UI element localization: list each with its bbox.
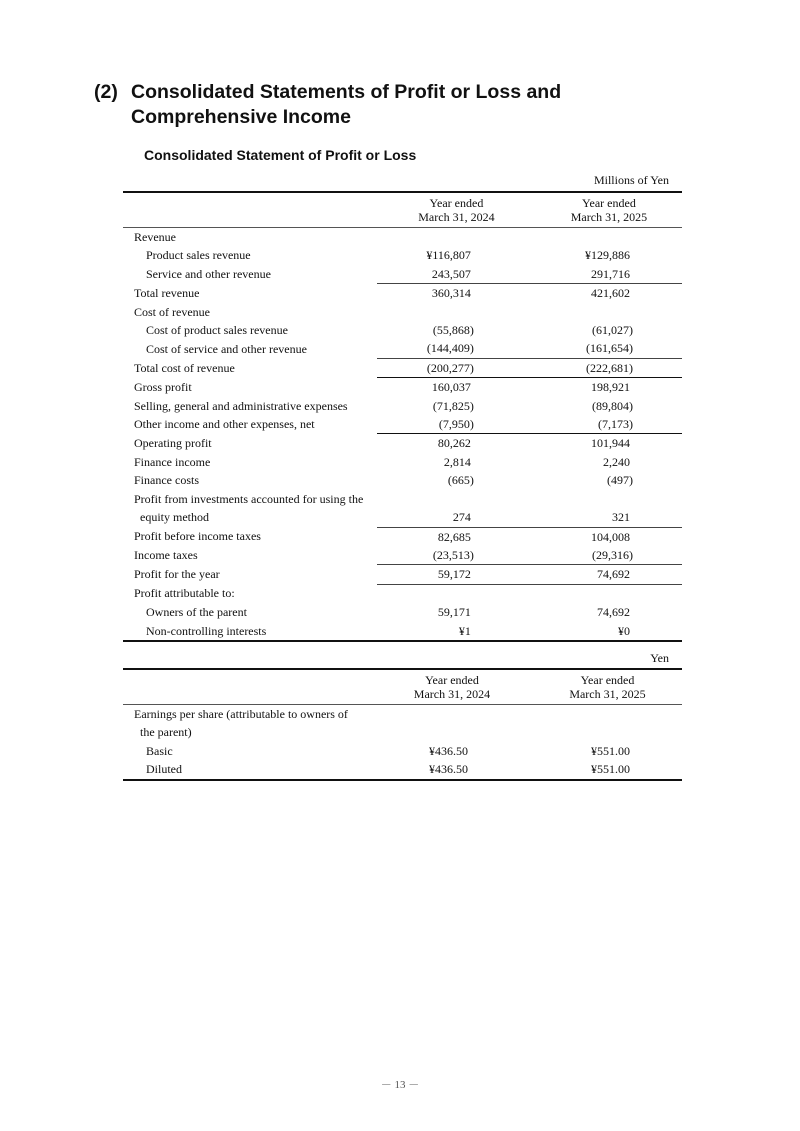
table-row [123, 760, 682, 779]
table-row [123, 434, 682, 453]
value-2025: 74,692 [536, 565, 682, 584]
value-2025: 74,692 [597, 605, 630, 620]
value-2024 [371, 705, 533, 724]
value-2025 [533, 723, 682, 741]
value-2025: 291,716 [591, 266, 630, 281]
column-header-2025: Year ended March 31, 2025 [533, 669, 682, 705]
row-label: Cost of service and other revenue [146, 341, 307, 356]
row-label: Earnings per share (attributable to owners of [134, 707, 348, 721]
table-row [123, 321, 682, 339]
value-2024: (144,409) [426, 341, 474, 356]
row-label: Profit from investments accounted for using the [134, 491, 364, 506]
table-row [123, 453, 682, 471]
row-label: Cost of revenue [134, 304, 210, 319]
value-2025: (29,316) [592, 547, 633, 562]
profit-loss-table [123, 191, 682, 642]
row-label: Selling, general and administrative expenses [134, 398, 348, 413]
value-2025: 321 [612, 510, 630, 525]
value-2024 [377, 303, 536, 321]
value-2025: (89,804) [592, 398, 633, 413]
table-row [123, 284, 682, 303]
table-row [123, 339, 682, 358]
row-label: Total cost of revenue [134, 360, 235, 375]
row-label: Non-controlling interests [123, 622, 377, 641]
value-2024: ¥1 [377, 622, 536, 641]
row-label: Finance income [134, 454, 211, 469]
header-row [123, 669, 682, 705]
value-2024: ¥436.50 [371, 760, 533, 779]
table-row [123, 603, 682, 621]
value-2024 [377, 228, 536, 247]
value-2024: 243,507 [431, 266, 471, 281]
section-title: Consolidated Statements of Profit or Loss and Comprehensive Income [131, 81, 562, 128]
table-row [123, 471, 682, 489]
value-2024: (23,513) [432, 547, 474, 562]
section-number: (2) [94, 81, 118, 103]
table-row [123, 527, 682, 546]
eps-unit-label: Yen [650, 651, 669, 665]
value-2024: (200,277) [377, 358, 536, 377]
value-2025 [533, 705, 682, 724]
table-row [123, 228, 682, 247]
row-label: Revenue [134, 230, 176, 244]
value-2025 [536, 228, 682, 247]
row-label: equity method [140, 510, 209, 525]
table-row [123, 397, 682, 415]
row-label: Operating profit [134, 436, 212, 451]
row-label: Profit before income taxes [134, 529, 261, 544]
value-2025: (161,654) [586, 341, 633, 356]
value-2025: 101,944 [536, 434, 682, 453]
table-row [123, 742, 682, 760]
value-2024: 274 [452, 510, 471, 525]
table-row [123, 705, 682, 724]
table-row [123, 723, 682, 741]
value-2025: 2,240 [603, 454, 630, 469]
value-2024: 360,314 [377, 284, 536, 303]
value-2024: (71,825) [432, 398, 474, 413]
row-label: Service and other revenue [146, 267, 271, 282]
value-2024 [377, 490, 536, 508]
value-2024: (665) [447, 473, 474, 488]
value-2024: (7,950) [438, 417, 474, 432]
table-row [123, 303, 682, 321]
table-row [123, 490, 682, 508]
value-2025: (497) [607, 473, 633, 488]
column-header-2024: Year ended March 31, 2024 [371, 669, 533, 705]
value-2025: ¥129,886 [585, 248, 630, 263]
statement-title: Consolidated Statement of Profit or Loss [144, 147, 417, 163]
table-row [123, 508, 682, 527]
column-header-2024: Year ended March 31, 2024 [377, 192, 536, 228]
row-label: Diluted [123, 760, 371, 779]
value-2024: 82,685 [377, 527, 536, 546]
value-2024: ¥436.50 [428, 743, 468, 758]
value-2025: ¥0 [536, 622, 682, 641]
value-2024: 59,172 [377, 565, 536, 584]
value-2024 [371, 723, 533, 741]
row-label: Cost of product sales revenue [146, 323, 288, 338]
value-2025: (61,027) [592, 323, 633, 338]
value-2024: 80,262 [377, 434, 536, 453]
table-row [123, 565, 682, 584]
row-label: Gross profit [134, 380, 192, 394]
row-label: Income taxes [134, 548, 198, 563]
value-2025: (222,681) [536, 358, 682, 377]
value-2025: ¥551.00 [533, 760, 682, 779]
table-row [123, 546, 682, 565]
row-label: Finance costs [134, 473, 199, 488]
row-label: Profit attributable to: [134, 586, 235, 601]
value-2024: (55,868) [432, 323, 474, 338]
row-label: Profit for the year [134, 567, 220, 582]
eps-table [123, 668, 682, 781]
table-row [123, 358, 682, 377]
row-label: the parent) [140, 725, 192, 740]
value-2025 [536, 303, 682, 321]
table-row [123, 265, 682, 284]
row-label: Other income and other expenses, net [134, 417, 315, 432]
value-2025: (7,173) [598, 417, 633, 432]
value-2025: 104,008 [536, 527, 682, 546]
value-2024: ¥116,807 [426, 248, 471, 263]
value-2025 [536, 584, 682, 603]
table-row [123, 246, 682, 264]
table-row [123, 415, 682, 434]
row-label: Product sales revenue [146, 248, 251, 263]
value-2025 [536, 490, 682, 508]
value-2024 [377, 584, 536, 603]
table-row [123, 378, 682, 397]
row-label: Basic [146, 743, 173, 758]
label-header [123, 192, 377, 228]
value-2025: 421,602 [536, 284, 682, 303]
unit-label: Millions of Yen [593, 173, 669, 187]
table-row [123, 622, 682, 641]
value-2025: 198,921 [536, 378, 682, 397]
label-header [123, 669, 371, 705]
column-header-2025: Year ended March 31, 2025 [536, 192, 682, 228]
value-2025: ¥551.00 [591, 743, 630, 758]
row-label: Owners of the parent [146, 605, 247, 620]
page-number: － 13 － [380, 1079, 420, 1091]
value-2024: 2,814 [443, 454, 471, 469]
value-2024: 160,037 [377, 378, 536, 397]
table-row [123, 584, 682, 603]
value-2024: 59,171 [437, 605, 471, 620]
row-label: Total revenue [134, 285, 200, 300]
header-row [123, 192, 682, 228]
